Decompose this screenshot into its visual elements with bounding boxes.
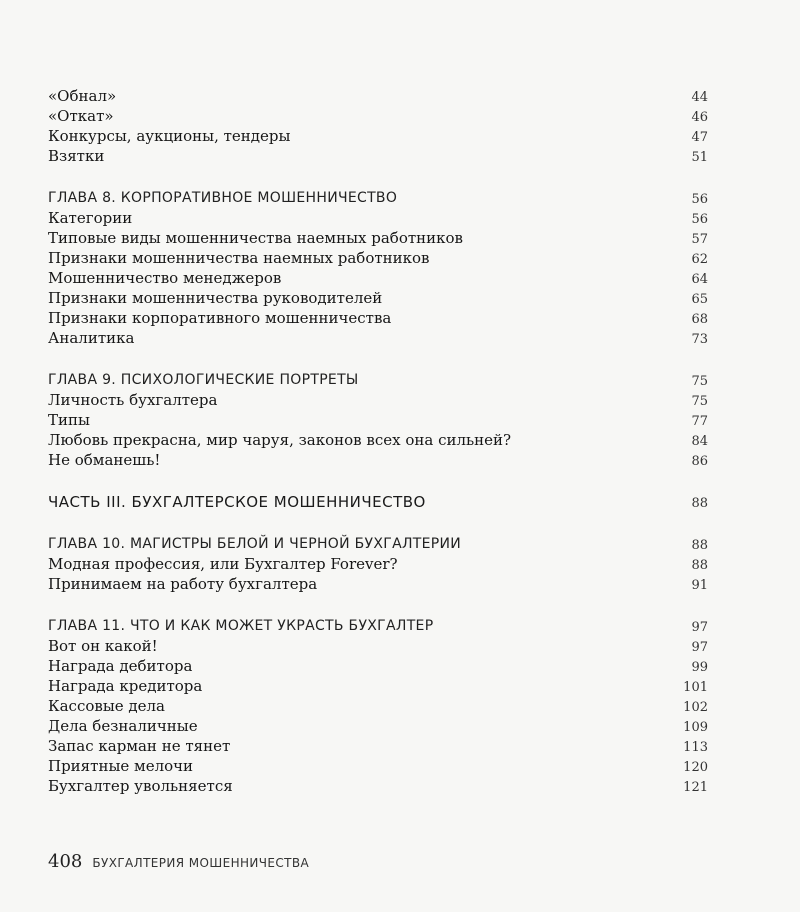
toc-entry-page: 109 — [683, 720, 708, 735]
toc-entry-page: 47 — [691, 130, 708, 145]
toc-entry-title: Бухгалтер увольняется — [48, 777, 233, 795]
toc-entry-page: 88 — [691, 558, 708, 573]
part-heading — [48, 492, 708, 512]
toc-entry-title: Мошенничество менеджеров — [48, 269, 282, 287]
footer-book-title: БУХГАЛТЕРИЯ МОШЕННИЧЕСТВА — [92, 856, 310, 870]
toc-entry-title: Личность бухгалтера — [48, 391, 218, 409]
toc-entry — [48, 676, 708, 696]
toc-entry — [48, 636, 708, 656]
toc-entry-page: 120 — [683, 760, 708, 775]
chapter-title: ГЛАВА 10. МАГИСТРЫ БЕЛОЙ И ЧЕРНОЙ БУХГАЛТЕРИИ — [48, 536, 462, 552]
toc-entry-title: Типы — [48, 411, 90, 429]
chapter-page: 56 — [691, 192, 708, 207]
toc-entry — [48, 716, 708, 736]
chapter-title: ГЛАВА 8. КОРПОРАТИВНОЕ МОШЕННИЧЕСТВО — [48, 190, 398, 206]
chapter-heading — [48, 188, 708, 208]
toc-entry-page: 65 — [691, 292, 708, 307]
toc-entry-title: Вот он какой! — [48, 637, 158, 655]
toc-entry — [48, 574, 708, 594]
chapter-title: ГЛАВА 11. ЧТО И КАК МОЖЕТ УКРАСТЬ БУХГАЛТЕР — [48, 618, 434, 634]
toc-entry — [48, 410, 708, 430]
part-page: 88 — [691, 496, 708, 511]
chapter-page: 88 — [691, 538, 708, 553]
toc-entry — [48, 756, 708, 776]
toc-entry-page: 102 — [683, 700, 708, 715]
toc-entry-title: Аналитика — [48, 329, 135, 347]
toc-entry-title: Категории — [48, 209, 133, 227]
toc-entry-title: Любовь прекрасна, мир чаруя, законов всех она сильней? — [48, 431, 512, 449]
chapter-heading — [48, 370, 708, 390]
chapter-heading — [48, 534, 708, 554]
toc-entry-page: 99 — [691, 660, 708, 675]
toc-entry-page: 73 — [691, 332, 708, 347]
toc-entry-page: 121 — [683, 780, 708, 795]
toc-entry-title: Признаки мошенничества наемных работников — [48, 249, 430, 267]
chapter-heading — [48, 616, 708, 636]
chapter-page: 75 — [691, 374, 708, 389]
toc-entry-page: 51 — [691, 150, 708, 165]
toc-entry-page: 77 — [691, 414, 708, 429]
toc-entry-page: 91 — [691, 578, 708, 593]
toc-entry-title: Принимаем на работу бухгалтера — [48, 575, 318, 593]
toc-entry-title: Типовые виды мошенничества наемных работников — [48, 229, 464, 247]
toc-entry-title: Дела безналичные — [48, 717, 198, 735]
toc-entry — [48, 430, 708, 450]
toc-entry-title: Запас карман не тянет — [48, 737, 231, 755]
footer-page-number: 408 — [48, 851, 83, 872]
toc-entry-title: Признаки корпоративного мошенничества — [48, 309, 392, 327]
toc-entry — [48, 736, 708, 756]
toc-entry-title: Конкурсы, аукционы, тендеры — [48, 127, 291, 145]
toc-entry — [48, 776, 708, 796]
chapter-title: ГЛАВА 9. ПСИХОЛОГИЧЕСКИЕ ПОРТРЕТЫ — [48, 372, 359, 388]
toc-entry — [48, 126, 708, 146]
toc-entry-title: «Обнал» — [48, 87, 117, 105]
toc-entry — [48, 554, 708, 574]
toc-entry — [48, 450, 708, 470]
toc-entry — [48, 308, 708, 328]
toc-entry — [48, 146, 708, 166]
toc-entry-page: 62 — [691, 252, 708, 267]
toc-entry — [48, 656, 708, 676]
toc-entry-page: 57 — [691, 232, 708, 247]
toc-entry-page: 68 — [691, 312, 708, 327]
toc-entry-page: 84 — [691, 434, 708, 449]
toc-entry-page: 101 — [683, 680, 708, 695]
toc-entry-title: Кассовые дела — [48, 697, 165, 715]
toc-entry-title: Награда кредитора — [48, 677, 203, 695]
part-title: ЧАСТЬ III. БУХГАЛТЕРСКОЕ МОШЕННИЧЕСТВО — [48, 493, 426, 511]
toc-entry — [48, 106, 708, 126]
toc-entry-page: 113 — [683, 740, 708, 755]
toc-entry-title: «Откат» — [48, 107, 114, 125]
toc-entry-page: 46 — [691, 110, 708, 125]
toc-entry — [48, 390, 708, 410]
toc-entry-title: Взятки — [48, 147, 105, 165]
toc-entry — [48, 86, 708, 106]
table-of-contents — [48, 86, 708, 796]
toc-entry-title: Не обманешь! — [48, 451, 161, 469]
toc-entry-title: Модная профессия, или Бухгалтер Forever? — [48, 555, 398, 573]
page-footer — [48, 851, 309, 872]
toc-entry-title: Признаки мошенничества руководителей — [48, 289, 383, 307]
chapter-page: 97 — [691, 620, 708, 635]
toc-entry-page: 44 — [691, 90, 708, 105]
toc-entry-page: 86 — [691, 454, 708, 469]
toc-entry — [48, 208, 708, 228]
toc-entry-title: Приятные мелочи — [48, 757, 194, 775]
toc-entry — [48, 268, 708, 288]
toc-entry-title: Награда дебитора — [48, 657, 193, 675]
toc-entry-page: 56 — [691, 212, 708, 227]
toc-entry-page: 64 — [691, 272, 708, 287]
toc-entry — [48, 328, 708, 348]
toc-entry-page: 97 — [691, 640, 708, 655]
toc-entry — [48, 228, 708, 248]
toc-entry — [48, 696, 708, 716]
toc-entry — [48, 248, 708, 268]
toc-entry-page: 75 — [691, 394, 708, 409]
toc-entry — [48, 288, 708, 308]
